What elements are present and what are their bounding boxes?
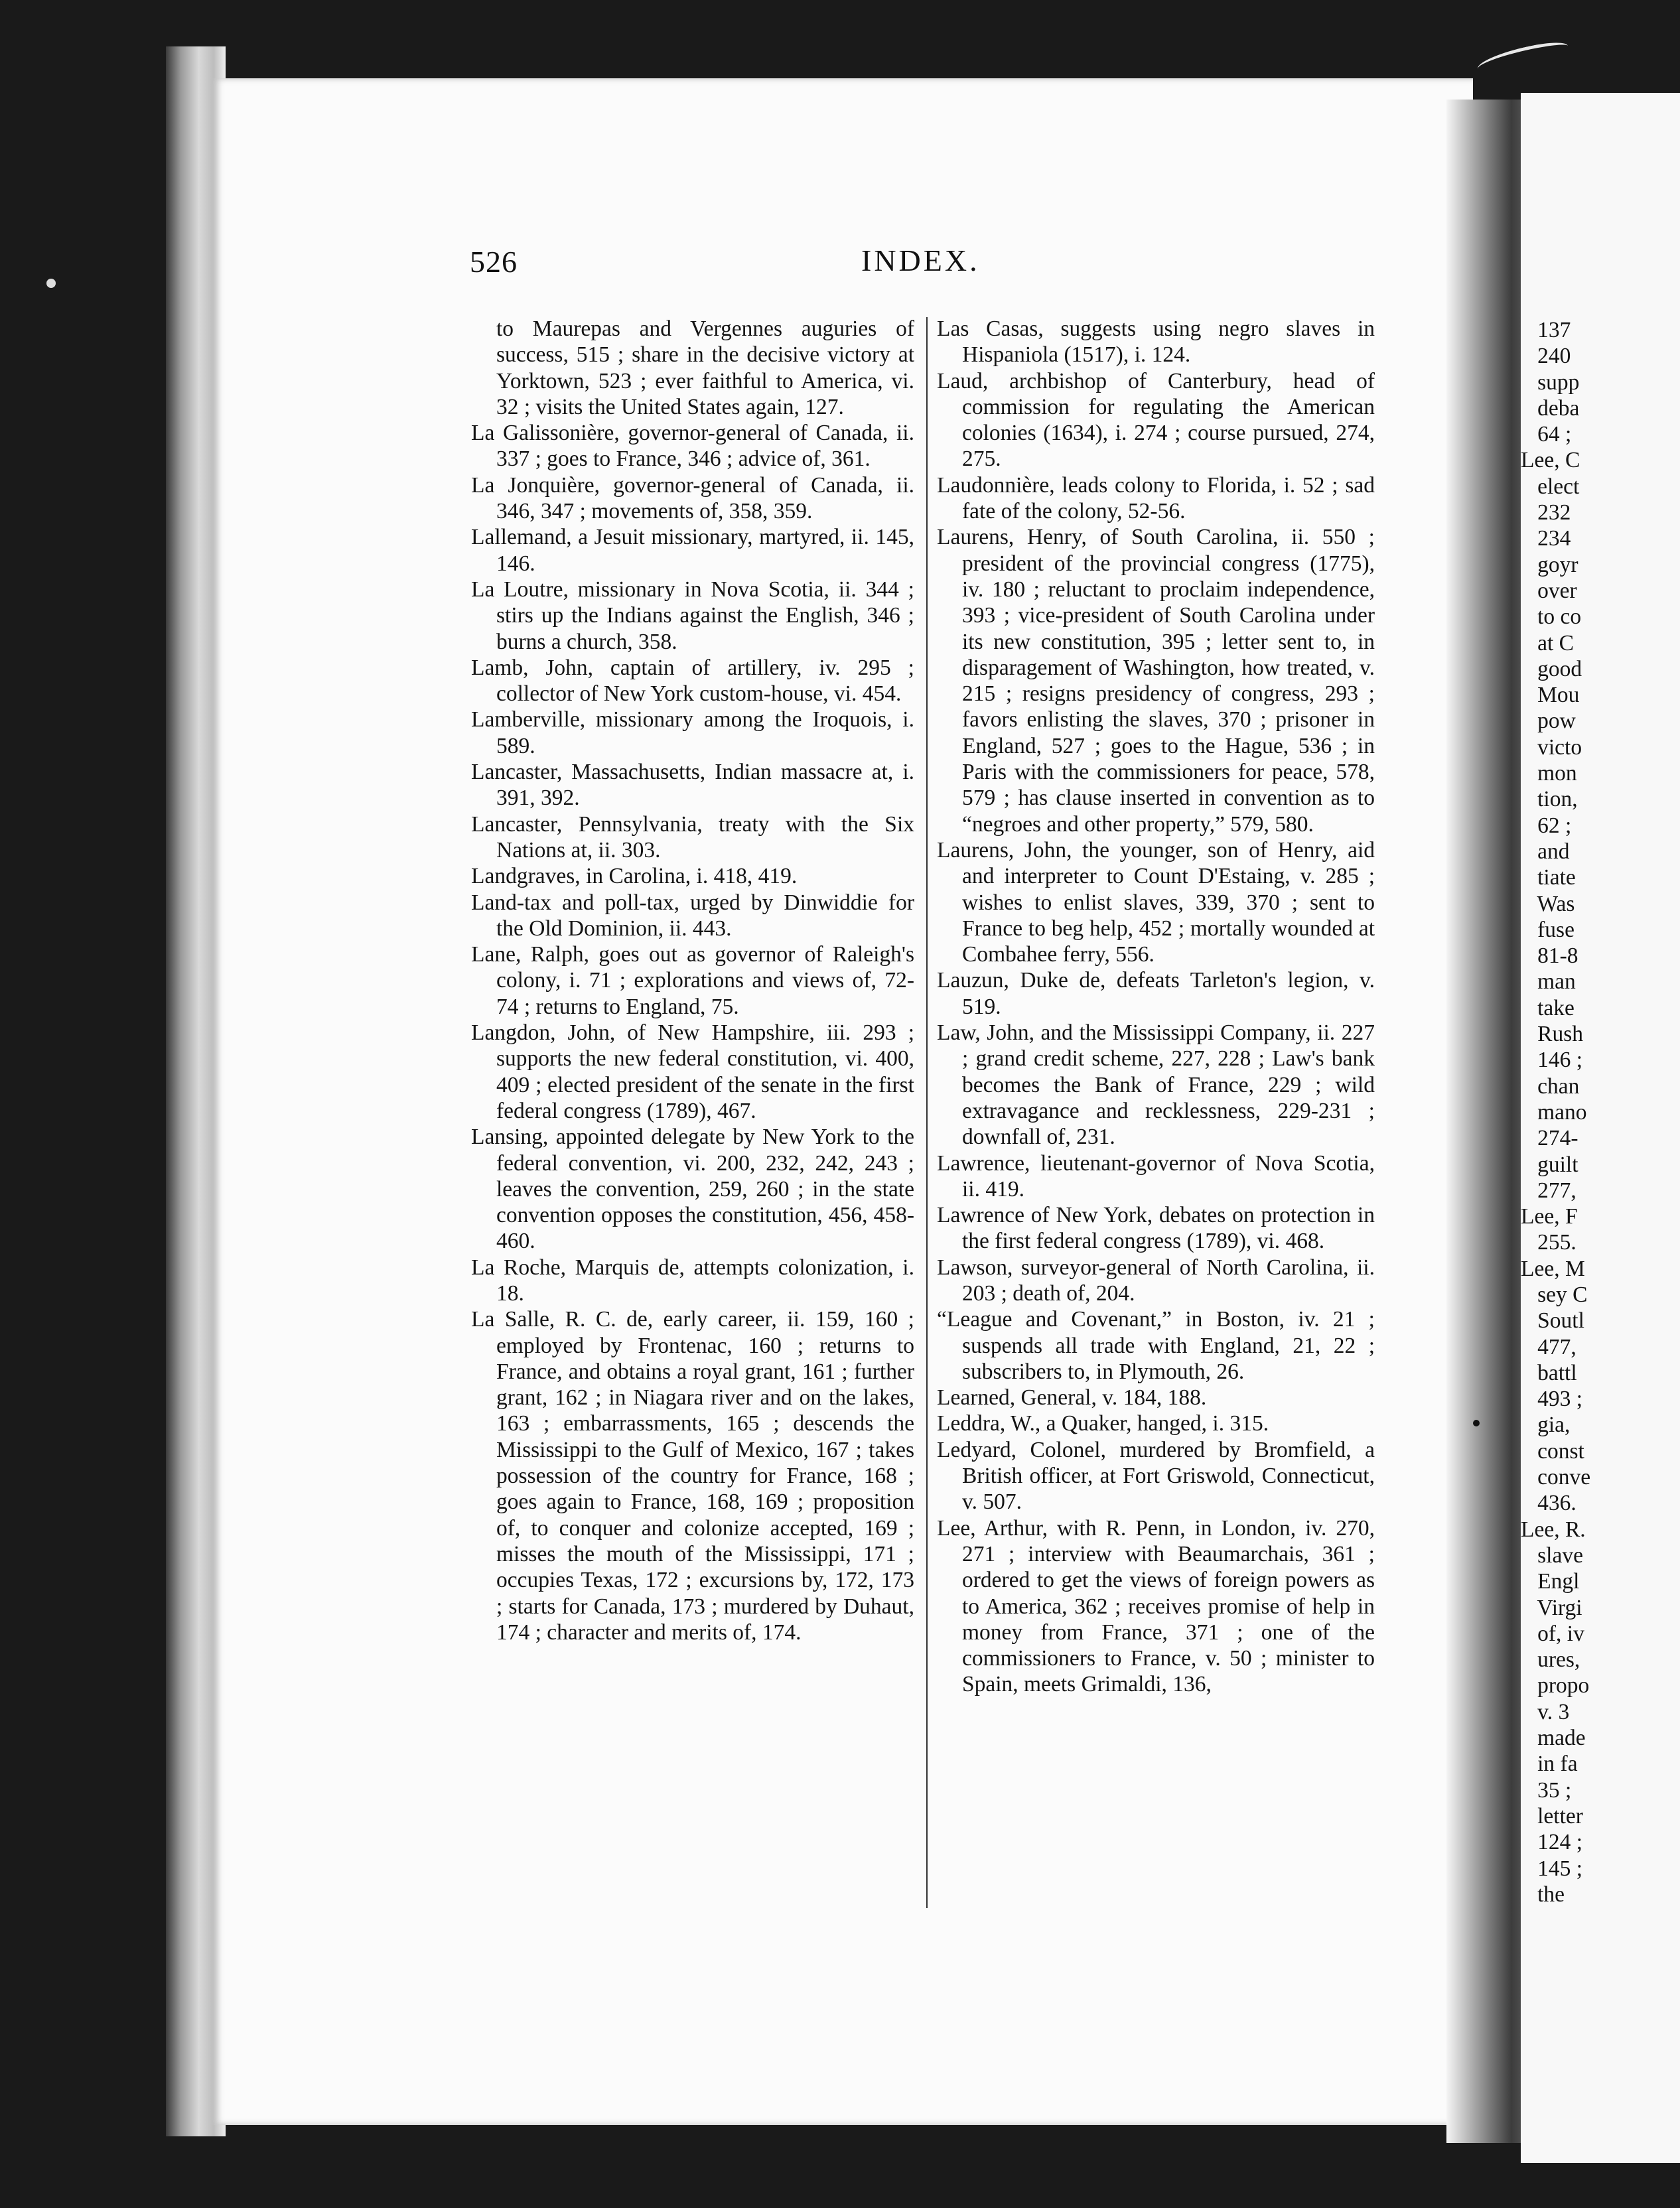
index-column-left <box>471 316 914 1645</box>
index-entry: Lallemand, a Jesuit missionary, martyred, ii. 145, 146. <box>471 525 914 576</box>
facing-page-line: supp <box>1521 370 1580 395</box>
facing-page-line: take <box>1521 995 1575 1020</box>
facing-page-line: 436. <box>1521 1491 1576 1516</box>
facing-page-line: elect <box>1521 474 1580 499</box>
index-entry: Laudonnière, leads colony to Florida, i. 52 ; sad fate of the colony, 52-56. <box>937 472 1375 524</box>
column-divider <box>926 317 928 1908</box>
index-entry: Land-tax and poll-tax, urged by Dinwiddie for the Old Dominion, ii. 443. <box>471 890 914 941</box>
facing-page-line: over <box>1521 578 1577 603</box>
facing-page-line: 493 ; <box>1521 1387 1583 1412</box>
index-entry: Ledyard, Colonel, murdered by Bromfield, a British officer, at Fort Griswold, Connecticut, v. 507. <box>937 1437 1375 1515</box>
index-entry: Lamb, John, captain of artillery, iv. 295 ; collector of New York custom-house, vi. 454. <box>471 655 914 707</box>
facing-page-line: 255. <box>1521 1230 1576 1255</box>
index-entry: Lawrence, lieutenant-governor of Nova Scotia, ii. 419. <box>937 1150 1375 1202</box>
facing-page-line: fuse <box>1521 917 1575 942</box>
index-entry: Laud, archbishop of Canterbury, head of commission for regulating the American colonies (1634), i. 274 ; course pursued, 274, 275. <box>937 368 1375 472</box>
facing-page-line: mon <box>1521 761 1577 786</box>
facing-page-line: propo <box>1521 1673 1590 1698</box>
facing-page-line: 35 ; <box>1521 1777 1572 1803</box>
facing-page-line: mano <box>1521 1099 1587 1125</box>
scan-artifact <box>1476 38 1571 76</box>
facing-page-line: the <box>1521 1882 1565 1907</box>
facing-page-line: Lee, C <box>1521 448 1580 473</box>
index-entry: to Maurepas and Vergennes auguries of success, 515 ; share in the decisive victory at Yorktown, 523 ; ever faithful to America, vi. 32 ; visits the United States again, 127. <box>496 316 914 419</box>
facing-page-line: Mou <box>1521 683 1580 708</box>
index-entry: La Loutre, missionary in Nova Scotia, ii. 344 ; stirs up the Indians against the English, 346 ; burns a church, 358. <box>471 577 914 654</box>
facing-page-line: sey C <box>1521 1282 1588 1307</box>
running-head: INDEX. <box>861 243 980 277</box>
facing-page-line: Soutl <box>1521 1308 1584 1334</box>
index-entry: Lawrence of New York, debates on protection in the first federal congress (1789), vi. 468. <box>937 1203 1375 1254</box>
facing-page-line: Lee, F <box>1521 1204 1578 1229</box>
index-entry: Learned, General, v. 184, 188. <box>937 1385 1207 1411</box>
facing-page-line: 277, <box>1521 1178 1576 1203</box>
facing-page-line: 274- <box>1521 1126 1578 1151</box>
index-entry: Lauzun, Duke de, defeats Tarleton's legion, v. 519. <box>937 968 1375 1019</box>
facing-page-line: 146 ; <box>1521 1048 1583 1073</box>
facing-page-line: 64 ; <box>1521 422 1572 447</box>
scan-speck <box>46 279 56 288</box>
index-entry: Lawson, surveyor-general of North Carolina, ii. 203 ; death of, 204. <box>937 1255 1375 1306</box>
facing-page-line: goyr <box>1521 552 1578 577</box>
facing-page-line: to co <box>1521 604 1582 630</box>
facing-page-line: 232 <box>1521 500 1571 525</box>
facing-page-line: 477, <box>1521 1334 1576 1359</box>
facing-page <box>1521 93 1680 2163</box>
facing-page-line: good <box>1521 656 1582 681</box>
facing-page-line: letter <box>1521 1803 1583 1828</box>
index-column-right <box>937 316 1375 1698</box>
index-entry: La Salle, R. C. de, early career, ii. 159, 160 ; employed by Frontenac, 160 ; returns to France, and obtains a royal grant, 161 ; further grant, 162 ; in Niagara river and on the lakes, 163 ; embarrassments, 165 ; descends the Mississippi to the Gulf of Mexico, 167 ; takes possession of the country for France, 168 ; goes again to France, 168, 169 ; proposition of, to conquer and colonize accepted, 169 ; misses the mouth of the Mississippi, 171 ; occupies Texas, 172 ; excursions by, 172, 173 ; starts for Canada, 173 ; murdered by Duhaut, 174 ; character and merits of, 174. <box>471 1307 914 1645</box>
facing-page-line: man <box>1521 969 1576 995</box>
facing-page-line: 234 <box>1521 526 1571 551</box>
facing-page-line: Lee, R. <box>1521 1517 1586 1542</box>
index-entry: Las Casas, suggests using negro slaves in Hispaniola (1517), i. 124. <box>937 316 1375 368</box>
index-entry: Lansing, appointed delegate by New York to the federal convention, vi. 200, 232, 242, 243 ; leaves the convention, 259, 260 ; in the state convention opposes the constitution, 456, 458-460. <box>471 1125 914 1254</box>
facing-page-line: made <box>1521 1726 1586 1751</box>
facing-page-line: 240 <box>1521 344 1571 369</box>
index-entry: Law, John, and the Mississippi Company, ii. 227 ; grand credit scheme, 227, 228 ; Law's bank becomes the Bank of France, 229 ; wild extravagance and recklessness, 229-231 ; downfall of, 231. <box>937 1020 1375 1150</box>
index-entry: “League and Covenant,” in Boston, iv. 21 ; suspends all trade with England, 21, 22 ; subscribers to, in Plymouth, 26. <box>937 1307 1375 1384</box>
index-entry: La Jonquière, governor-general of Canada, ii. 346, 347 ; movements of, 358, 359. <box>471 472 914 524</box>
facing-page-line: ures, <box>1521 1647 1580 1673</box>
index-entry: Leddra, W., a Quaker, hanged, i. 315. <box>937 1411 1269 1436</box>
facing-page-line: guilt <box>1521 1152 1578 1177</box>
index-entry: Lee, Arthur, with R. Penn, in London, iv. 270, 271 ; interview with Beaumarchais, 361 ; ordered to get the views of foreign powers as to America, 362 ; receives promise of help in money from France, 371 ; one of the commissioners to France, v. 50 ; minister to Spain, meets Grimaldi, 136, <box>937 1515 1375 1697</box>
facing-page-line: chan <box>1521 1073 1580 1099</box>
index-entry: Lamberville, missionary among the Iroquois, i. 589. <box>471 707 914 758</box>
scan-speck <box>1473 1420 1480 1426</box>
facing-page-line: battl <box>1521 1360 1577 1385</box>
facing-page-line: Engl <box>1521 1569 1580 1594</box>
index-entry: Lancaster, Massachusetts, Indian massacre at, i. 391, 392. <box>471 760 914 811</box>
facing-page-line: v. 3 <box>1521 1699 1570 1724</box>
index-entry: La Galissonière, governor-general of Canada, ii. 337 ; goes to France, 346 ; advice of, 361. <box>471 421 914 472</box>
facing-page-line: 137 <box>1521 318 1571 342</box>
facing-page-text <box>1521 317 1590 1907</box>
facing-page-line: and <box>1521 839 1570 864</box>
index-entry: Lane, Ralph, goes out as governor of Raleigh's colony, i. 71 ; explorations and views of, 72-74 ; returns to England, 75. <box>471 942 914 1019</box>
facing-page-line: of, iv <box>1521 1621 1584 1646</box>
facing-page-line: at C <box>1521 630 1575 656</box>
facing-page-line: in fa <box>1521 1752 1578 1777</box>
facing-page-line: 81-8 <box>1521 943 1578 969</box>
facing-page-line: Rush <box>1521 1022 1584 1047</box>
facing-page-line: Lee, M <box>1521 1256 1585 1281</box>
facing-page-line: tion, <box>1521 787 1578 812</box>
facing-page-line: 124 ; <box>1521 1830 1583 1855</box>
facing-page-line: pow <box>1521 709 1576 734</box>
facing-page-line: victo <box>1521 734 1582 760</box>
index-entry: Lancaster, Pennsylvania, treaty with the Six Nations at, ii. 303. <box>471 811 914 862</box>
facing-page-line: gia, <box>1521 1413 1571 1438</box>
index-entry: Laurens, John, the younger, son of Henry, aid and interpreter to Count D'Estaing, v. 285 ; wishes to enlist slaves, 339, 370 ; sent to France to beg help, 452 ; mortally wounded at Combahee ferry, 556. <box>937 837 1375 967</box>
facing-page-line: conve <box>1521 1465 1591 1490</box>
facing-page-line: 145 ; <box>1521 1856 1583 1881</box>
page-number: 526 <box>470 245 518 279</box>
facing-page-line: 62 ; <box>1521 813 1572 838</box>
facing-page-line: Virgi <box>1521 1595 1582 1620</box>
index-entry: Langdon, John, of New Hampshire, iii. 293 ; supports the new federal constitution, vi. 400, 409 ; elected president of the senate in the first federal congress (1789), 467. <box>471 1020 914 1123</box>
index-entry: Landgraves, in Carolina, i. 418, 419. <box>471 864 798 889</box>
index-entry: La Roche, Marquis de, attempts colonization, i. 18. <box>471 1255 914 1306</box>
facing-page-line: const <box>1521 1438 1584 1464</box>
facing-page-line: tiate <box>1521 865 1576 890</box>
facing-page-line: slave <box>1521 1543 1583 1568</box>
facing-page-line: deba <box>1521 395 1580 421</box>
index-entry: Laurens, Henry, of South Carolina, ii. 550 ; president of the provincial congress (1775), iv. 180 ; reluctant to proclaim independence, 393 ; vice-president of South Carolina under its new constitution, 395 ; letter sent to, in disparagement of Washington, how treated, v. 215 ; resigns presidency of congress, 293 ; favors enlisting the slaves, 370 ; prisoner in England, 527 ; goes to the Hague, 536 ; in Paris with the commissioners for peace, 578, 579 ; has clause inserted in convention as to “negroes and other property,” 579, 580. <box>937 525 1375 837</box>
facing-page-line: Was <box>1521 891 1575 916</box>
